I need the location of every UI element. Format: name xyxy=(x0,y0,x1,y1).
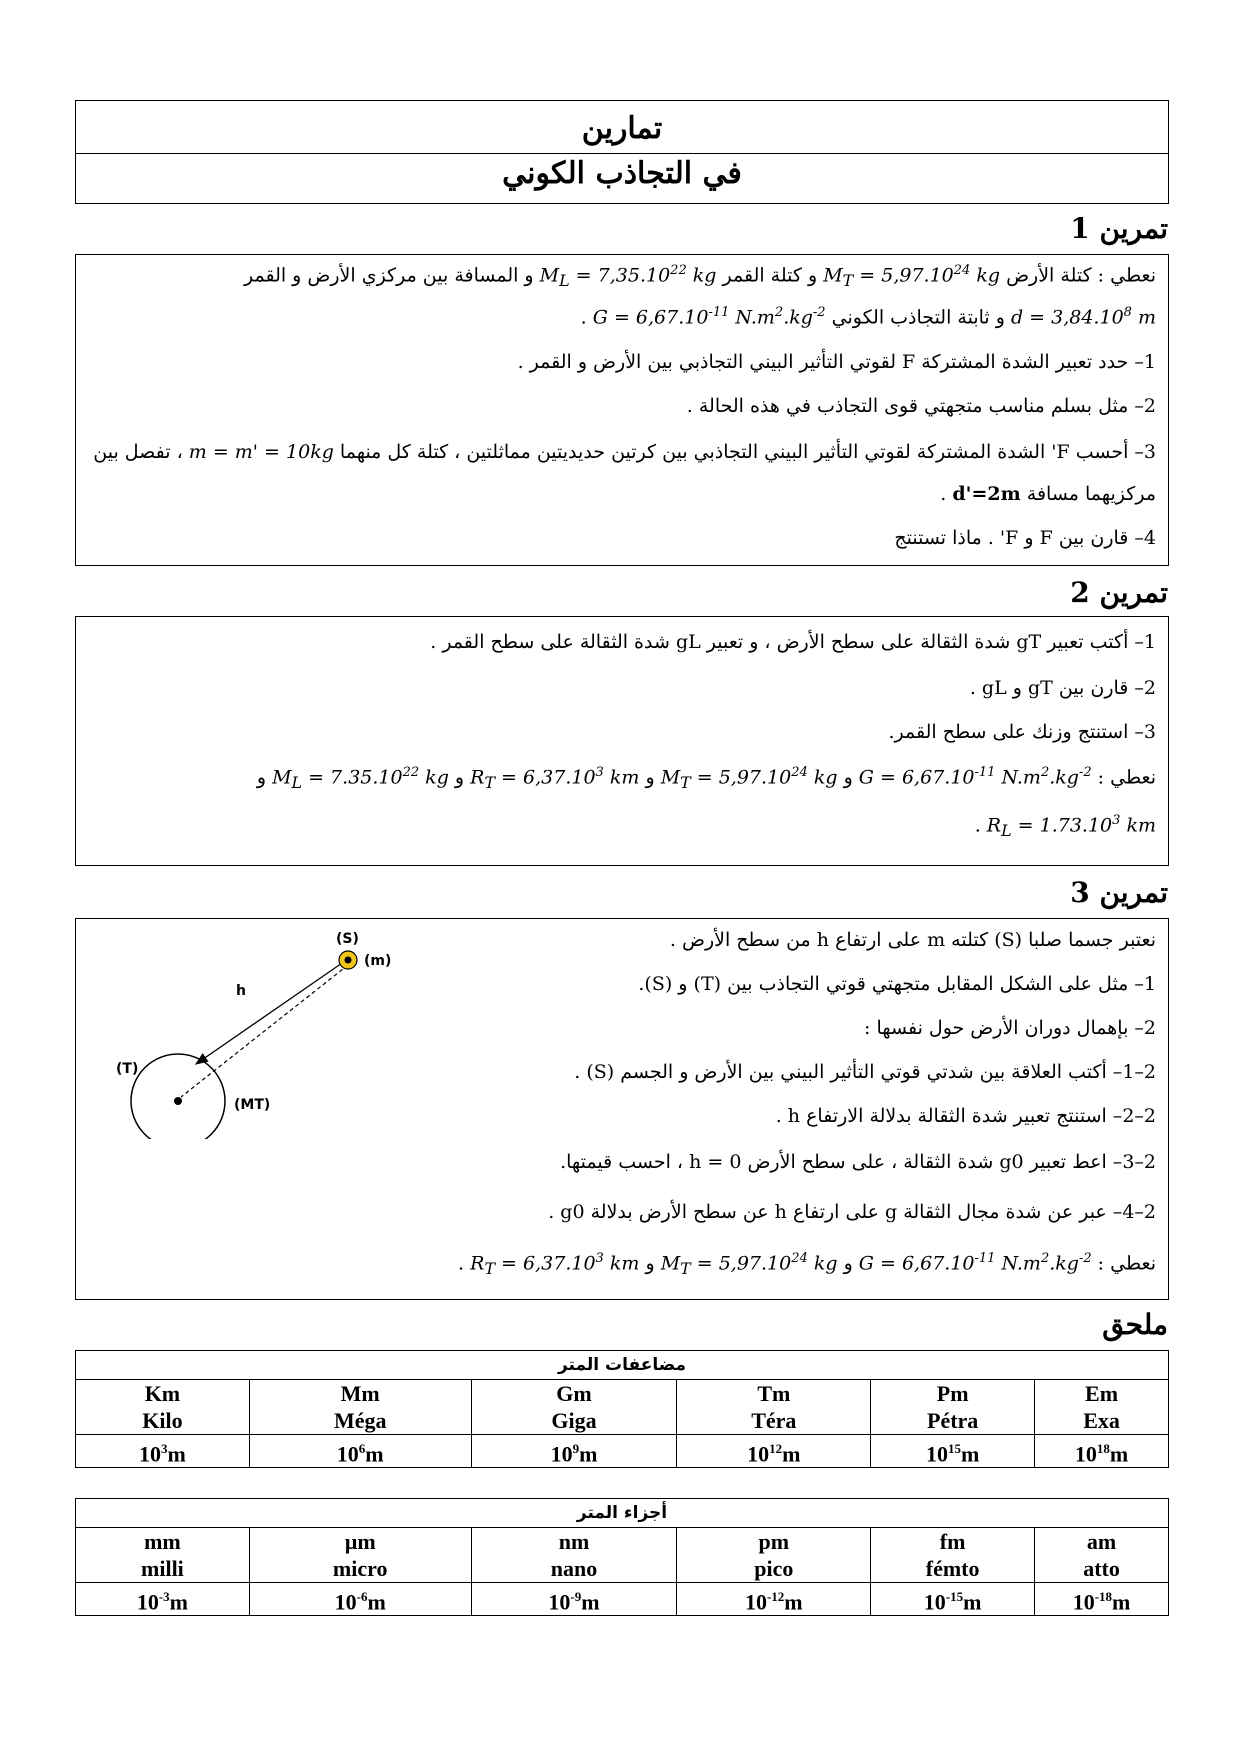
submultiple-cell: nm nano xyxy=(471,1528,677,1583)
multiple-value: $10^3m$ xyxy=(76,1435,250,1468)
ex2-given: نعطي : $G = 6,67.10^{-11}$ $N.m^2.kg^{-2}$ و $M_T = 5,97.10^{24}$ kg و $R_T = 6,37.10^3$ km و $M_L = 7.35.10^{22}$ kg و xyxy=(256,765,1156,793)
ex1-d: $d = 3,84.10^8$ m xyxy=(1010,305,1156,329)
multiple-cell: Km Kilo xyxy=(76,1380,250,1435)
exercise-1-heading: تمرين 1 xyxy=(1070,212,1168,245)
ex2-q2: 2– قارن بين gT و gL . xyxy=(969,677,1156,699)
ex1-q3-distance: d'=2m xyxy=(952,483,1021,505)
multiples-title: مضاعفات المتر xyxy=(76,1351,1169,1380)
ex1-mt: $M_T = 5,97.10^{24}$ kg xyxy=(823,263,1001,291)
annex-heading: ملحق xyxy=(1102,1308,1168,1341)
multiples-table xyxy=(75,1350,1169,1468)
ex1-g: $G = 6,67.10^{-11}$ $N.m^2.kg^{-2}$ xyxy=(592,305,826,329)
submultiple-value: $10^{-6}m$ xyxy=(249,1583,471,1616)
ex1-q3: 3– أحسب F' الشدة المشتركة لقوتي التأثير البيني التجاذبي بين كرتين حديديتين مماثلتين ، كتلة كل منهما m = m' = 10kg ، تفصل بين xyxy=(93,441,1156,463)
ex2-q3: 3– استنتج وزنك على سطح القمر. xyxy=(888,721,1156,743)
submultiple-value: $10^{-12}m$ xyxy=(677,1583,871,1616)
label-t: (T) xyxy=(116,1061,139,1077)
submultiple-cell: fm fémto xyxy=(871,1528,1035,1583)
ex1-q2: 2– مثل بسلم مناسب متجهتي قوى التجاذب في هذه الحالة . xyxy=(686,395,1156,417)
exercise-2-heading: تمرين 2 xyxy=(1070,576,1168,609)
height-arrow xyxy=(196,961,345,1064)
multiple-cell: Gm Giga xyxy=(471,1380,677,1435)
submultiples-title: أجزاء المتر xyxy=(76,1499,1169,1528)
multiple-cell: Pm Pétra xyxy=(871,1380,1035,1435)
ex3-intro: نعتبر جسما صلبا (S) كتلته m على ارتفاع h من سطح الأرض . xyxy=(669,929,1156,951)
earth-circle xyxy=(131,1054,225,1139)
label-s: (S) xyxy=(336,931,359,947)
ex1-q3-mass: m = m' = 10kg xyxy=(188,441,334,463)
ex3-given: نعطي : $G = 6,67.10^{-11}$ $N.m^2.kg^{-2}$ و $M_T = 5,97.10^{24}$ kg و $R_T = 6,37.10^3$ km . xyxy=(458,1251,1156,1279)
title-box xyxy=(75,100,1169,204)
ex1-q1: 1– حدد تعبير الشدة المشتركة F لقوتي التأثير البيني التجاذبي بين الأرض و القمر . xyxy=(517,351,1156,373)
ex2-q1: 1– أكتب تعبير gT شدة الثقالة على سطح الأرض ، و تعبير gL شدة الثقالة على سطح القمر . xyxy=(430,631,1156,653)
submultiple-value: $10^{-18}m$ xyxy=(1035,1583,1169,1616)
multiple-value: $10^6m$ xyxy=(249,1435,471,1468)
multiple-value: $10^{12}m$ xyxy=(677,1435,871,1468)
multiple-value: $10^{18}m$ xyxy=(1035,1435,1169,1468)
submultiple-value: $10^{-15}m$ xyxy=(871,1583,1035,1616)
submultiple-cell: am atto xyxy=(1035,1528,1169,1583)
ex2-given-rl: $R_L = 1.73.10^3$ km . xyxy=(974,813,1156,841)
exercise-3-heading: تمرين 3 xyxy=(1070,876,1168,909)
ex1-line2: $d = 3,84.10^8$ m و ثابتة التجاذب الكوني $G = 6,67.10^{-11}$ $N.m^2.kg^{-2}$ . xyxy=(580,305,1156,329)
label-m: (m) xyxy=(364,953,392,969)
ex3-q2-1: 2–1– أكتب العلاقة بين شدتي قوتي التأثير البيني بين الأرض و الجسم (S) . xyxy=(574,1061,1156,1083)
ex1-ml: $M_L = 7,35.10^{22}$ kg xyxy=(539,263,717,291)
submultiple-value: $10^{-9}m$ xyxy=(471,1583,677,1616)
title-line1: تمارين xyxy=(581,111,663,146)
submultiple-cell: mm milli xyxy=(76,1528,250,1583)
submultiple-cell: pm pico xyxy=(677,1528,871,1583)
multiple-cell: Tm Téra xyxy=(677,1380,871,1435)
ex3-q1: 1– مثل على الشكل المقابل متجهتي قوتي التجاذب بين (T) و (S). xyxy=(638,973,1156,995)
exercise-1-box xyxy=(75,254,1169,566)
ex1-q4: 4– قارن بين F و F' . ماذا تستنتج xyxy=(894,527,1156,549)
exercise-2-box xyxy=(75,616,1169,866)
ex1-q3-cont: مركزيهما مسافة d'=2m . xyxy=(940,483,1156,505)
center-dashed-line xyxy=(181,965,348,1097)
multiple-value: $10^{15}m$ xyxy=(871,1435,1035,1468)
submultiple-value: $10^{-3}m$ xyxy=(76,1583,250,1616)
submultiples-table xyxy=(75,1498,1169,1616)
label-mt: (MT) xyxy=(234,1097,271,1113)
exercise-3-box xyxy=(75,918,1169,1300)
earth-center xyxy=(174,1097,182,1105)
multiple-value: $10^9m$ xyxy=(471,1435,677,1468)
ex3-q2-3: 2–3– اعط تعبير g0 شدة الثقالة ، على سطح الأرض h = 0 ، احسب قيمتها. xyxy=(560,1151,1156,1173)
label-h: h xyxy=(236,983,246,999)
earth-body-figure xyxy=(96,919,416,1139)
title-line2: في التجاذب الكوني xyxy=(502,156,742,191)
multiple-cell: Mm Méga xyxy=(249,1380,471,1435)
ex1-line1: نعطي : كتلة الأرض $M_T = 5,97.10^{24}$ kg و كتلة القمر $M_L = 7,35.10^{22}$ kg و المسافة بين مركزي الأرض و القمر xyxy=(244,263,1156,291)
ex3-q2-2: 2–2– استنتج تعبير شدة الثقالة بدلالة الارتفاع h . xyxy=(775,1105,1156,1127)
ex3-q2: 2– بإهمال دوران الأرض حول نفسها : xyxy=(864,1017,1156,1039)
submultiple-cell: µm micro xyxy=(249,1528,471,1583)
multiple-cell: Em Exa xyxy=(1035,1380,1169,1435)
ex3-q2-4: 2–4– عبر عن شدة مجال الثقالة g على ارتفاع h عن سطح الأرض بدلالة g0 . xyxy=(548,1201,1156,1223)
